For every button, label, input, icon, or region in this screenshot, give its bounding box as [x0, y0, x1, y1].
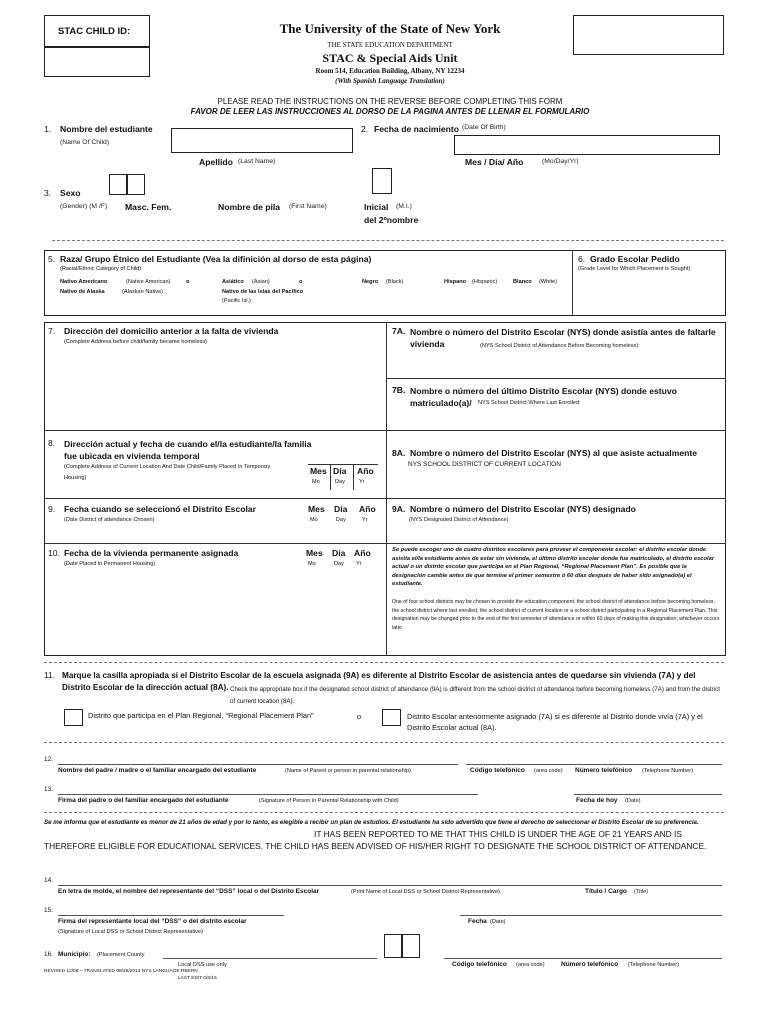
s12-num: 12.	[44, 756, 54, 763]
s15-line-sign	[58, 915, 284, 916]
apellido: Apellido	[199, 157, 233, 167]
s5-label: Raza/ Grupo Étnico del Estudiante (Vea la difinición al dorso de esta página)	[60, 254, 372, 264]
s11-label-en: Check the appropriate box if the designated school district of attendance (9A) is different from the school district of attendance before becoming homeless (7A) and from the district of current location (8A).	[230, 686, 720, 705]
s10-note-en: One of four school districts may be chosen to provide the education component: the school district of attendance before becoming homeless, the school district where last enrolled, the school district of current location or a school district participating in a Regional Placement Plan. This designation may be changed prior to the end of the first semester of attendance or within 60 days of making this designation, whichever occurs later.	[392, 599, 720, 631]
s14-line	[58, 885, 722, 886]
divider-12	[44, 742, 724, 743]
s14-title: Título / Cargo	[585, 888, 627, 895]
race-opt4[interactable]: Hispano	[444, 279, 467, 285]
grid-hline-9	[44, 498, 726, 499]
s13-label-en: (Signature of Person in Parental Relationship with Child)	[259, 798, 399, 804]
race-opt2-b-en: (Pacific Isl.)	[222, 298, 251, 304]
s13-line-date	[574, 794, 722, 795]
divider-notice	[44, 812, 724, 813]
race-opt5[interactable]: Blanco	[513, 279, 532, 285]
race-opt4-en: (Hispanic)	[472, 279, 498, 285]
s9-num: 9.	[48, 504, 56, 514]
s9-dia: Día	[334, 504, 348, 514]
s10-num: 10.	[48, 548, 60, 558]
s9a-label: Nombre o número del Distrito Escolar (NYS) designado	[410, 504, 636, 514]
s2-label: Fecha de nacimiento	[374, 124, 460, 134]
s10-ano: Año	[354, 548, 371, 558]
s13-label: Firma del padre o del familiar encargado del estudiante	[58, 797, 229, 804]
s7a-label-en: (NYS School District of Attendance Before Becoming homeless):	[480, 343, 640, 349]
s1-label-en: (Name Of Child)	[60, 139, 110, 146]
grid-vline	[386, 322, 387, 656]
s9a-label-en: (NYS Designated District of Attendance)	[409, 517, 509, 523]
s8-num: 8.	[48, 438, 56, 448]
race-opt5-en: (White)	[539, 279, 558, 285]
s16-local-dss: Local DSS use only	[178, 962, 227, 968]
race-opt1-a-en: (Native American)	[126, 279, 171, 285]
race-opt2-o: o	[299, 279, 303, 285]
footer-revised: REVISED 12/06 – TRANSLATED 08/26/2014 NYS LANGUAGE RBERN	[44, 969, 198, 974]
s7a-num: 7A.	[392, 326, 406, 336]
instructions-es: FAVOR DE LEER LAS INSTRUCCIONES AL DORSO DE LA PAGINA ANTES DE LLENAR EL FORMULARIO	[190, 107, 590, 116]
s16-label-en: (Placement County	[97, 952, 145, 958]
s8a-label: Nombre o número del Distrito Escolar (NYS) al que asiste actualmente	[410, 448, 698, 458]
s10-label-en: (Date Placed in Permanent Housing)	[64, 561, 156, 567]
s12-phone2-en: (Telephone Number)	[642, 768, 693, 774]
notice-es: Se me informa que el estudiante es menor de 21 años de edad y por lo tanto, es elegible a recibir un plan de estudios. El estudiante ha sido advertido que tiene el derecho de seleccionar el Distrito Escolar de su preferencia.	[44, 819, 699, 826]
s8-label-en: (Complete Address of Current Location And Date Child/Family Placed In Temporary Housing)	[64, 464, 271, 481]
gender-female-box[interactable]	[127, 174, 145, 195]
s7-num: 7.	[48, 326, 56, 336]
s12-phone: Código telefónico	[470, 767, 525, 774]
race-opt1-a[interactable]: Nativo Americano	[60, 279, 108, 285]
s8-date-sep1	[330, 464, 331, 490]
s13-num: 13.	[44, 786, 54, 793]
s15-date: Fecha	[468, 918, 487, 925]
address: Room 514, Education Building, Albany, NY 12234	[315, 67, 465, 75]
s16-num: 16.	[44, 951, 54, 958]
s5-label-en: (Racial/Ethnic Category of Child)	[60, 266, 142, 272]
s9-label-en: (Date District of attendance Chosen)	[64, 517, 155, 523]
s16-phone: Código telefónico	[452, 961, 507, 968]
s15-label: Firma del representante local del “DSS” o del distrito escolar	[58, 918, 247, 925]
s11-opt2: Distrito Escolar anteriormente asignado (7A) si es diferente al Distrito donde vivía (7A) y el Distrito Escolar actual (8A).	[407, 712, 703, 732]
race-opt2-b[interactable]: Nativo de las Islas del Pacífico	[222, 289, 304, 295]
s9-mes: Mes	[308, 504, 325, 514]
s9-yr: Yr	[362, 517, 368, 523]
s8-yr: Yr	[359, 479, 365, 485]
s8a-label-en: NYS SCHOOL DISTRICT OF CURRENT LOCATION	[408, 461, 561, 468]
s11-opt-o: o	[357, 712, 362, 721]
nombre-pila: Nombre de pila	[218, 202, 281, 212]
race-opt3[interactable]: Negro	[362, 279, 379, 285]
divider	[52, 240, 724, 241]
middle-initial-box[interactable]	[372, 168, 392, 194]
s7-label: Dirección del domicilio anterior a la falta de vivienda	[64, 326, 279, 336]
s16-label: Municipio:	[58, 951, 91, 958]
s9-day: Day	[336, 517, 346, 523]
race-grade-divider	[572, 250, 573, 316]
s14-num: 14.	[44, 877, 54, 884]
s10-dia: Día	[332, 548, 346, 558]
s7-label-en: (Complete Address before child/family became homeless)	[64, 339, 208, 345]
s8-label: Dirección actual y fecha de cuando el/la estudiante/la familia fue ubicada en vivienda temporal	[64, 439, 312, 461]
s9a-num: 9A.	[392, 504, 406, 514]
dob-cols-en: (Mo/Day/Yr)	[542, 158, 579, 165]
race-opt1-b[interactable]: Nativo de Alaska	[60, 289, 105, 295]
s8-date-sep2	[353, 464, 354, 490]
s3-num: 3.	[44, 188, 52, 198]
department: THE STATE EDUCATION DEPARTMENT	[327, 41, 453, 49]
nombre-pila-en: (First Name)	[289, 203, 327, 210]
s8-day: Day	[335, 479, 345, 485]
s10-note-es: Se puede escoger uno de cuatro distritos escolares para proveer el componente escolar: el distrito escolar donde asistía el/la estudiante antes de estar sin vivienda, el último distrito escolar donde fue matriculado, el distrito escolar actual o un distrito escolar que participa en el Plan Regional, “Regional Placement Plan”. Es posible que la designación cambie antes de que termine el primer semestre ó 60 días después de haber sido asignado(a) el estudiante.	[392, 547, 715, 587]
inicial-en: (M.I.)	[396, 203, 412, 210]
gender-male-box[interactable]	[109, 174, 127, 195]
s7b-label: Nombre o número del último Distrito Escolar (NYS) donde estuvo matriculado(a)/	[410, 386, 677, 408]
s10-day: Day	[334, 561, 344, 567]
s13-date-en: (Date)	[625, 798, 641, 804]
s15-label-en: (Signature of Local DSS or School District Representative)	[58, 929, 203, 935]
s8-ano: Año	[357, 466, 374, 476]
office-use-box[interactable]	[573, 15, 724, 55]
s15-date-en: (Date)	[490, 919, 506, 925]
race-opt2-a-en: (Asian)	[252, 279, 270, 285]
grid-hline-8	[44, 430, 726, 431]
dob-cols: Mes / Día/ Año	[465, 157, 524, 167]
s5-num: 5.	[48, 254, 56, 264]
county-code-box-1[interactable]	[384, 934, 402, 958]
instructions-en: PLEASE READ THE INSTRUCTIONS ON THE REVERSE BEFORE COMPLETING THIS FORM	[217, 97, 563, 106]
race-opt1-o: o	[186, 279, 190, 285]
apellido-en: (Last Name)	[238, 158, 276, 165]
masc-fem: Masc. Fem.	[125, 202, 172, 212]
inicial: Inicial	[364, 202, 389, 212]
s11-opt1-checkbox[interactable]	[64, 709, 83, 726]
dob-input[interactable]	[454, 135, 720, 155]
race-opt2-a[interactable]: Asiático	[222, 279, 244, 285]
s15-num: 15.	[44, 907, 54, 914]
s15-line-date	[460, 915, 722, 916]
s9-label: Fecha cuando se seleccionó el Distrito Escolar	[64, 504, 256, 514]
s7-input[interactable]	[46, 352, 384, 428]
s12-line-name	[58, 764, 458, 765]
s16-line-county[interactable]	[163, 958, 377, 959]
s6-num: 6.	[578, 254, 586, 264]
divider-11	[44, 662, 724, 663]
s11-num: 11.	[44, 670, 56, 680]
s13-line-sign	[58, 794, 478, 795]
segundo-nombre: del 2ºnombre	[364, 215, 419, 225]
grid-hline-10	[44, 543, 726, 544]
s13-date: Fecha de hoy	[576, 797, 618, 804]
s14-title-en: (Title)	[634, 889, 649, 895]
stac-child-id-field[interactable]	[44, 47, 150, 77]
university-title: The University of the State of New York	[279, 21, 501, 36]
race-opt1-b-en: (Alaskan Native)	[122, 289, 164, 295]
s12-label: Nombre del padre / madre o el familiar encargado del estudiante	[58, 767, 257, 774]
s12-label-en: (Name of Parent or person in parental relationship)	[285, 768, 411, 774]
s8-date-top	[308, 464, 378, 465]
unit-title: STAC & Special Aids Unit	[322, 51, 458, 65]
race-opt3-en: (Black)	[386, 279, 404, 285]
grid-hline-7b	[386, 378, 726, 379]
s1-num: 1.	[44, 124, 52, 134]
footer-last-edit: LAST EDIT 0/6/15	[178, 976, 217, 981]
county-code-box-2[interactable]	[402, 934, 420, 958]
s12-phone2: Número telefónico	[575, 767, 633, 774]
s11-opt1: Distrito que participa en el Plan Regional, “Regional Placement Plan”	[88, 711, 314, 720]
s1-label: Nombre del estudiante	[60, 124, 153, 134]
s2-num: 2.	[361, 124, 369, 134]
s7b-num: 7B.	[392, 385, 406, 395]
s10-yr: Yr	[356, 561, 362, 567]
s3-label-en: (Gender) (M /F)	[60, 203, 108, 210]
s8-mes: Mes	[310, 466, 327, 476]
s16-phone2-en: (Telephone Number)	[628, 962, 679, 968]
s10-mo: Mo	[308, 561, 316, 567]
s16-phone-en: (area code)	[516, 962, 545, 968]
s8-dia: Día	[333, 466, 347, 476]
s9-ano: Año	[359, 504, 376, 514]
s11-label: Marque la casilla apropiada si el Distrito Escolar de la escuela asignada (9A) es diferente al Distrito Escolar de asistencia antes de quedarse sin vivienda (7A) y del Distrito Escolar de la dirección actual (8A).	[62, 671, 696, 692]
translation-note: (With Spanish Language Translation)	[335, 77, 445, 85]
s7b-label-en: NYS School District Where Last Enrolled:	[478, 400, 581, 406]
child-name-input[interactable]	[171, 128, 353, 153]
s12-line-phone	[466, 764, 722, 765]
s10-label: Fecha de la vivienda permanente asignada	[64, 548, 239, 558]
s10-mes: Mes	[306, 548, 323, 558]
s16-line-phone[interactable]	[444, 958, 722, 959]
s12-phone-en: (area code)	[534, 768, 563, 774]
s14-label-en: (Print Name of Local DSS or School District Representative)	[351, 889, 500, 895]
stac-child-id-label: STAC CHILD ID:	[58, 26, 131, 37]
s11-opt2-checkbox[interactable]	[382, 709, 401, 726]
s6-label-en: (Grade Level for Which Placement is Sought)	[578, 266, 691, 272]
s7a-label: Nombre o número del Distrito Escolar (NYS) donde asistía antes de faltarle vivienda	[410, 327, 716, 349]
s14-label: En letra de molde, el nombre del representante del “DSS” local o del Distrito Escolar	[58, 888, 320, 895]
s3-label: Sexo	[60, 188, 81, 198]
s8-mo: Mo	[312, 479, 320, 485]
s16-phone2: Número telefónico	[561, 961, 619, 968]
s2-label-en: (Date Of Birth)	[462, 124, 506, 131]
notice-en: IT HAS BEEN REPORTED TO ME THAT THIS CHILD IS UNDER THE AGE OF 21 YEARS AND IS THEREFORE ELIGIBLE FOR EDUCATIONAL SERVICES. THE CHILD HAS BEEN ADVISED OF HIS/HER RIGHT TO DESIGNATE THE SCHOOL DISTRICT OF ATTENDANCE.	[44, 829, 707, 851]
s8a-num: 8A.	[392, 448, 406, 458]
s6-label: Grado Escolar Pedido	[590, 254, 680, 264]
s9-mo: Mo	[310, 517, 318, 523]
